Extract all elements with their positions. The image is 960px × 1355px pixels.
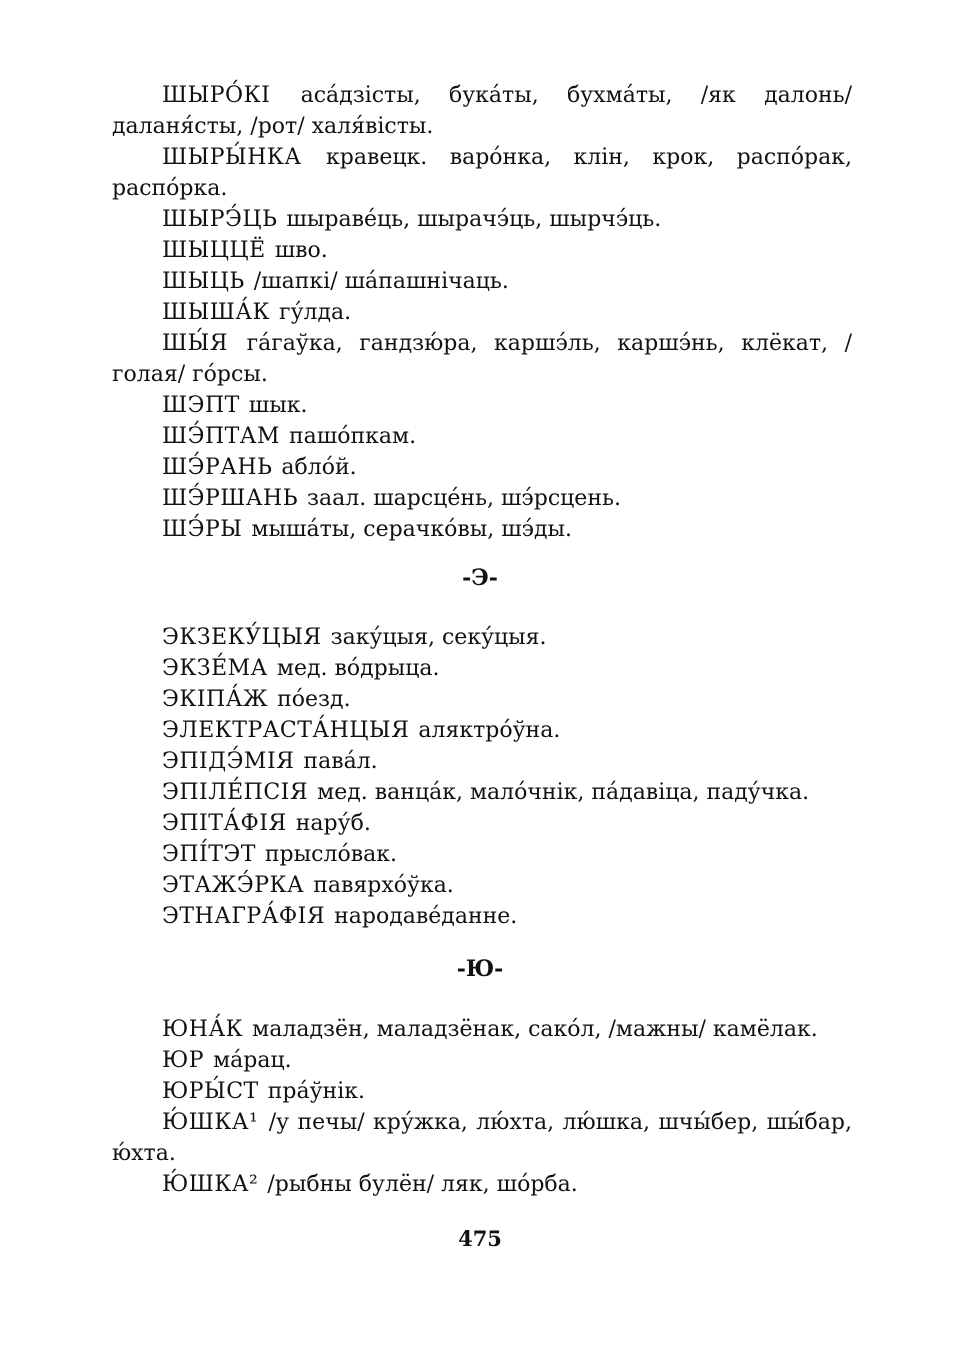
translation: мыша́ты, серачко́вы, шэ́ды. <box>251 517 573 542</box>
translation: мед. во́дрыца. <box>276 656 440 681</box>
entry <box>112 235 852 266</box>
section-heading-yu: -Ю- <box>456 956 504 982</box>
section-e-entries <box>112 622 852 932</box>
translation: заку́цыя, секу́цыя. <box>330 625 547 650</box>
translation: аляктро́ўна. <box>418 718 561 743</box>
headword: ШЭ́РШАНЬ <box>162 486 299 511</box>
page-number: 475 <box>458 1226 502 1251</box>
entry <box>112 715 852 746</box>
headword: ШЫРЭ́ЦЬ <box>162 207 278 232</box>
entry <box>112 1169 852 1200</box>
translation: /у печы/ кру́жка, лю́хта, лю́шка, шчы́бер, шы́бар, ю́хта. <box>112 1110 852 1166</box>
entry <box>112 901 852 932</box>
headword: ШЭ́ПТАМ <box>162 424 280 449</box>
headword: Ю́ШКА² <box>162 1172 259 1197</box>
translation: павярхо́ўка. <box>313 873 454 898</box>
headword: ЭПІ́ТЭТ <box>162 842 256 867</box>
translation: заал. шарсце́нь, шэ́рсцень. <box>307 486 621 511</box>
translation: аса́дзісты, бука́ты, бухма́ты, /як далонь/ даланя́сты, /рот/ халя́вісты. <box>112 83 853 139</box>
headword: ШЫЦЬ <box>162 269 245 294</box>
entry <box>112 839 852 870</box>
entry <box>112 808 852 839</box>
headword: ШЫША́К <box>162 300 271 325</box>
headword: ШЭПТ <box>162 393 240 418</box>
entry <box>112 1014 852 1045</box>
entry <box>112 80 852 142</box>
section-sh-entries <box>112 80 852 545</box>
entry <box>112 452 852 483</box>
headword: ЮР <box>162 1048 205 1073</box>
translation: /шапкі/ ша́пашнічаць. <box>253 269 509 294</box>
entry <box>112 297 852 328</box>
headword: ЭПІЛЕ́ПСІЯ <box>162 780 309 805</box>
section-yu-entries <box>112 1014 852 1200</box>
translation: шво. <box>274 238 328 263</box>
entry <box>112 483 852 514</box>
entry <box>112 1045 852 1076</box>
headword: ШЫРЫ́НКА <box>162 145 302 170</box>
translation: прысло́вак. <box>264 842 397 867</box>
headword: ЮРЫ́СТ <box>162 1079 259 1104</box>
headword: ШЫ́Я <box>162 331 229 356</box>
headword: ШЫЦЦЁ <box>162 238 266 263</box>
translation: шык. <box>248 393 308 418</box>
entry <box>112 1107 852 1169</box>
translation: кравецк. варо́нка, клін, крок, распо́рак, распо́рка. <box>112 145 852 201</box>
headword: Ю́ШКА¹ <box>162 1110 259 1135</box>
translation: пра́ўнік. <box>267 1079 365 1104</box>
translation: народаве́данне. <box>334 904 518 929</box>
headword: ШЭ́РЫ <box>162 517 243 542</box>
translation: абло́й. <box>281 455 357 480</box>
entry <box>112 142 852 204</box>
headword: ЭКЗЕКУ́ЦЫЯ <box>162 625 322 650</box>
headword: ЭТАЖЭ́РКА <box>162 873 305 898</box>
entry <box>112 1076 852 1107</box>
translation: по́езд. <box>277 687 351 712</box>
headword: ЭПІТА́ФІЯ <box>162 811 287 836</box>
entry <box>112 328 852 390</box>
translation: /рыбны булён/ ляк, шо́рба. <box>267 1172 578 1197</box>
headword: ЭКЗЕ́МА <box>162 656 268 681</box>
headword: ЮНА́К <box>162 1017 244 1042</box>
translation: пава́л. <box>303 749 378 774</box>
entry <box>112 653 852 684</box>
entry <box>112 514 852 545</box>
entry <box>112 746 852 777</box>
entry <box>112 204 852 235</box>
headword: ЭКІПА́Ж <box>162 687 269 712</box>
entry <box>112 421 852 452</box>
entry <box>112 266 852 297</box>
translation: ма́рац. <box>213 1048 292 1073</box>
entry <box>112 870 852 901</box>
translation: пашо́пкам. <box>288 424 417 449</box>
headword: ЭЛЕКТРАСТА́НЦЫЯ <box>162 718 410 743</box>
translation: гу́лда. <box>279 300 352 325</box>
entry <box>112 777 852 808</box>
translation: нару́б. <box>295 811 371 836</box>
headword: ЭПІДЭ́МІЯ <box>162 749 295 774</box>
translation: мед. ванца́к, мало́чнік, па́давіца, паду́чка. <box>317 780 810 805</box>
translation: га́гаўка, гандзю́ра, каршэ́ль, каршэ́нь, клёкат, /голая/ го́рсы. <box>112 331 852 387</box>
translation: шыраве́ць, шырачэ́ць, шырчэ́ць. <box>286 207 662 232</box>
headword: ШЫРО́КІ <box>162 83 271 108</box>
entry <box>112 390 852 421</box>
section-heading-e: -Э- <box>462 565 498 591</box>
headword: ШЭ́РАНЬ <box>162 455 273 480</box>
headword: ЭТНАГРА́ФІЯ <box>162 904 326 929</box>
entry <box>112 684 852 715</box>
translation: маладзён, маладзёнак, сако́л, /мажны/ камёлак. <box>252 1017 818 1042</box>
entry <box>112 622 852 653</box>
